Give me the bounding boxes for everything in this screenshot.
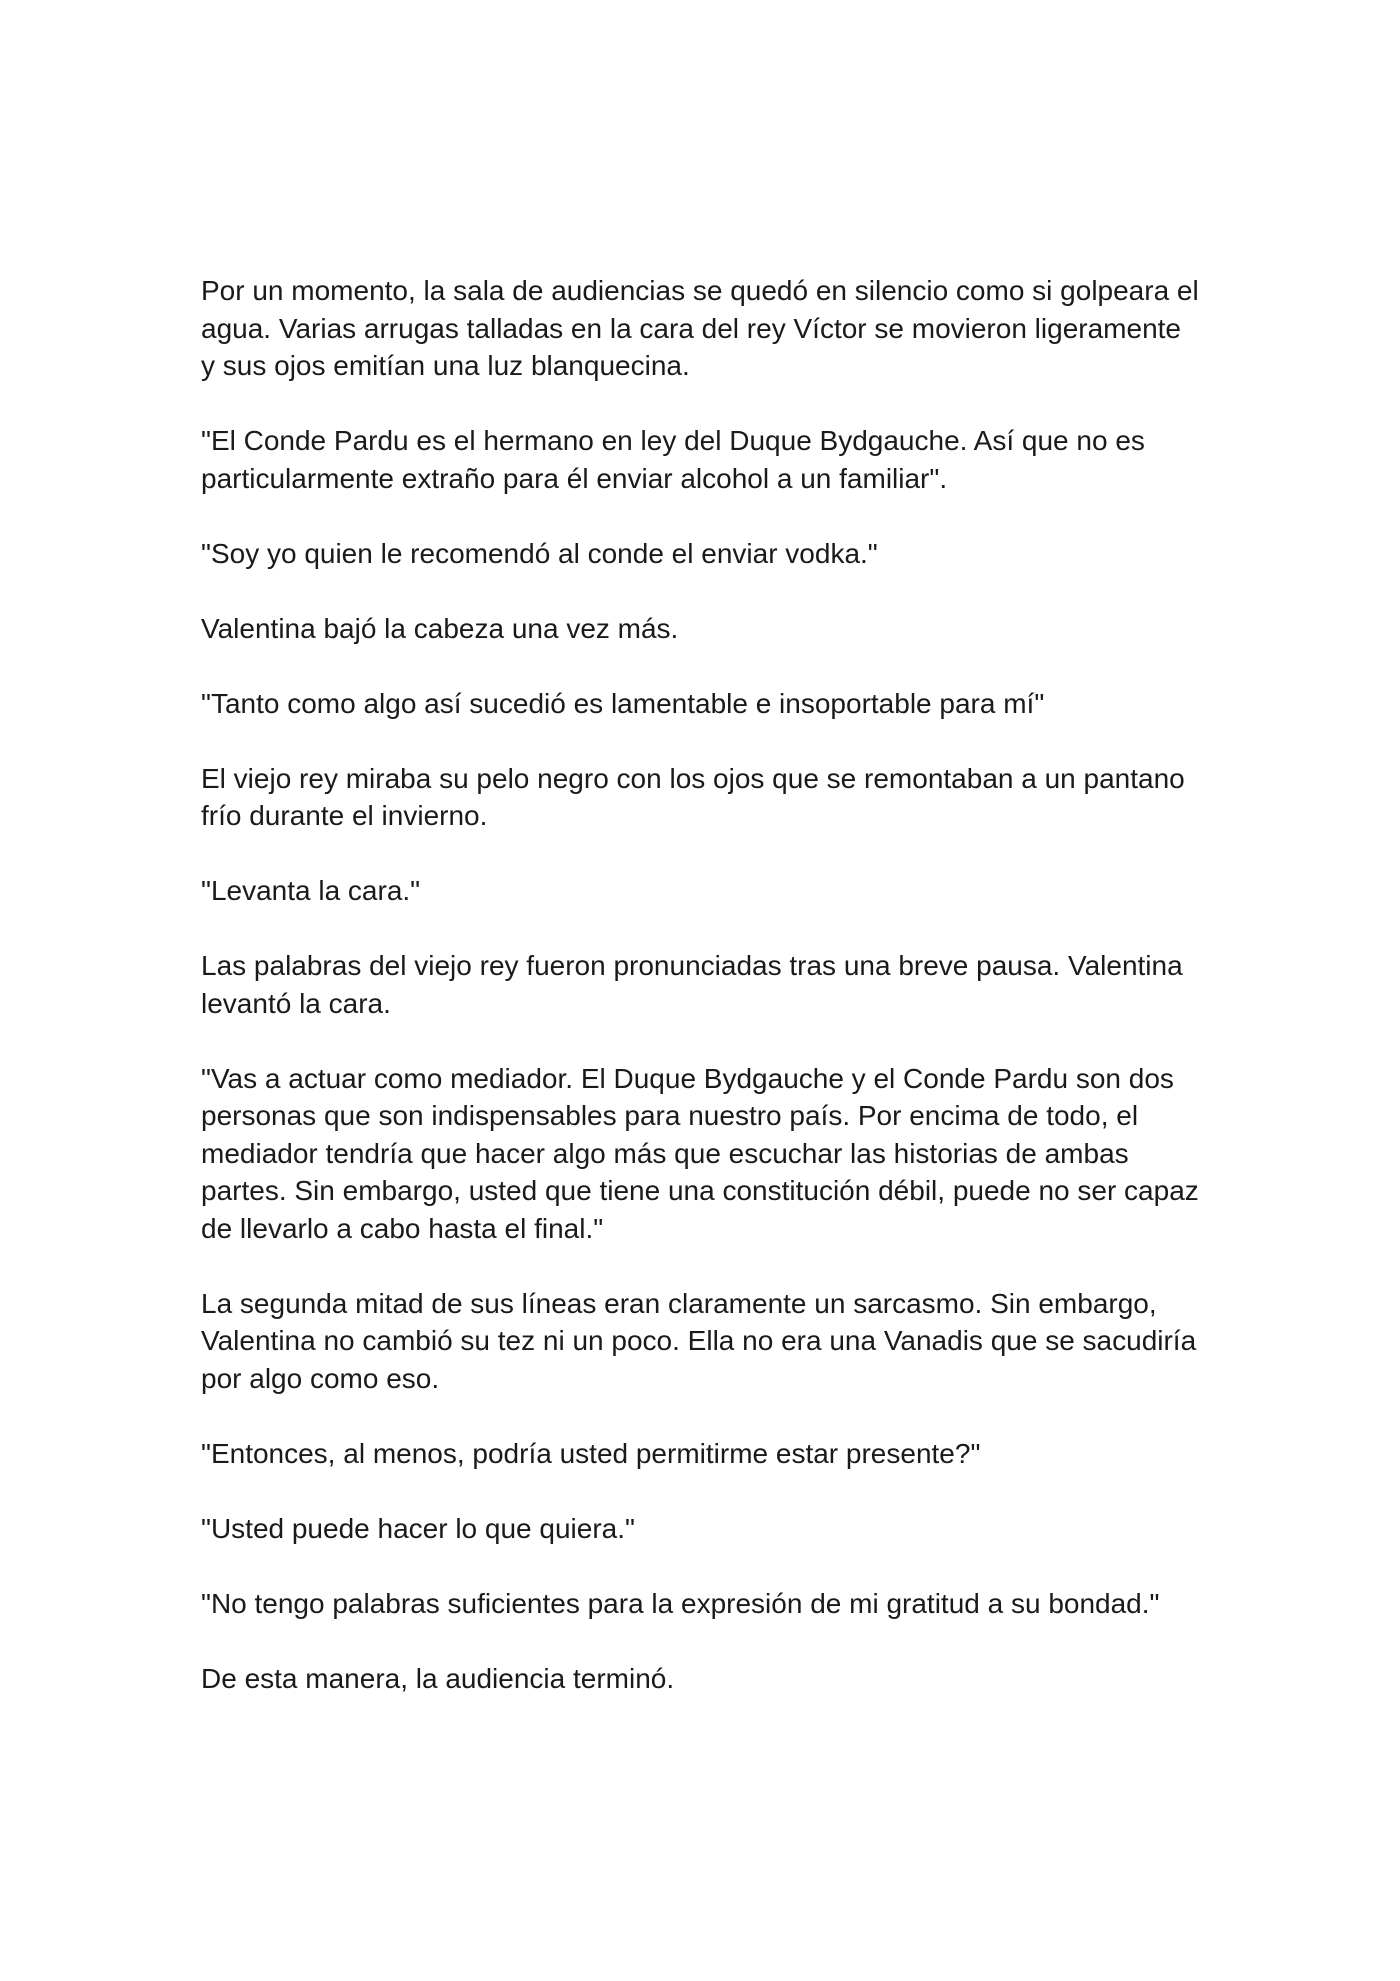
paragraph-8: Las palabras del viejo rey fueron pronunciadas tras una breve pausa. Valentina levantó la cara. — [201, 950, 1183, 1019]
paragraph-9: "Vas a actuar como mediador. El Duque Bydgauche y el Conde Pardu son dos personas que son indispensables para nuestro país. Por encima de todo, el mediador tendría que hacer algo más que escuchar las historias de ambas partes. Sin embargo, usted que tiene una constitución débil, puede no ser capaz de llevarlo a cabo hasta el final." — [201, 1062, 1199, 1244]
paragraph-13: "No tengo palabras suficientes para la expresión de mi gratitud a su bondad." — [201, 1587, 1160, 1619]
paragraph-12: "Usted puede hacer lo que quiera." — [201, 1512, 635, 1544]
body-text — [201, 272, 1201, 1735]
paragraph-10: La segunda mitad de sus líneas eran claramente un sarcasmo. Sin embargo, Valentina no cambió su tez ni un poco. Ella no era una Vanadis que se sacudiría por algo como eso. — [201, 1287, 1197, 1394]
paragraph-11: "Entonces, al menos, podría usted permitirme estar presente?" — [201, 1437, 981, 1469]
paragraph-4: Valentina bajó la cabeza una vez más. — [201, 612, 679, 644]
paragraph-1: Por un momento, la sala de audiencias se quedó en silencio como si golpeara el agua. Varias arrugas talladas en la cara del rey Víctor se movieron ligeramente y sus ojos emitían una luz blanquecina. — [201, 275, 1199, 381]
paragraph-7: "Levanta la cara." — [201, 875, 421, 906]
paragraph-6: El viejo rey miraba su pelo negro con los ojos que se remontaban a un pantano frío durante el invierno. — [201, 762, 1185, 831]
paragraph-5: "Tanto como algo así sucedió es lamentable e insoportable para mí" — [201, 687, 1045, 719]
paragraph-2: "El Conde Pardu es el hermano en ley del Duque Bydgauche. Así que no es particularmente extraño para él enviar alcohol a un familiar". — [201, 425, 1145, 494]
paragraph-14: De esta manera, la audiencia terminó. — [201, 1662, 675, 1694]
paragraph-3: "Soy yo quien le recomendó al conde el enviar vodka." — [201, 537, 878, 569]
